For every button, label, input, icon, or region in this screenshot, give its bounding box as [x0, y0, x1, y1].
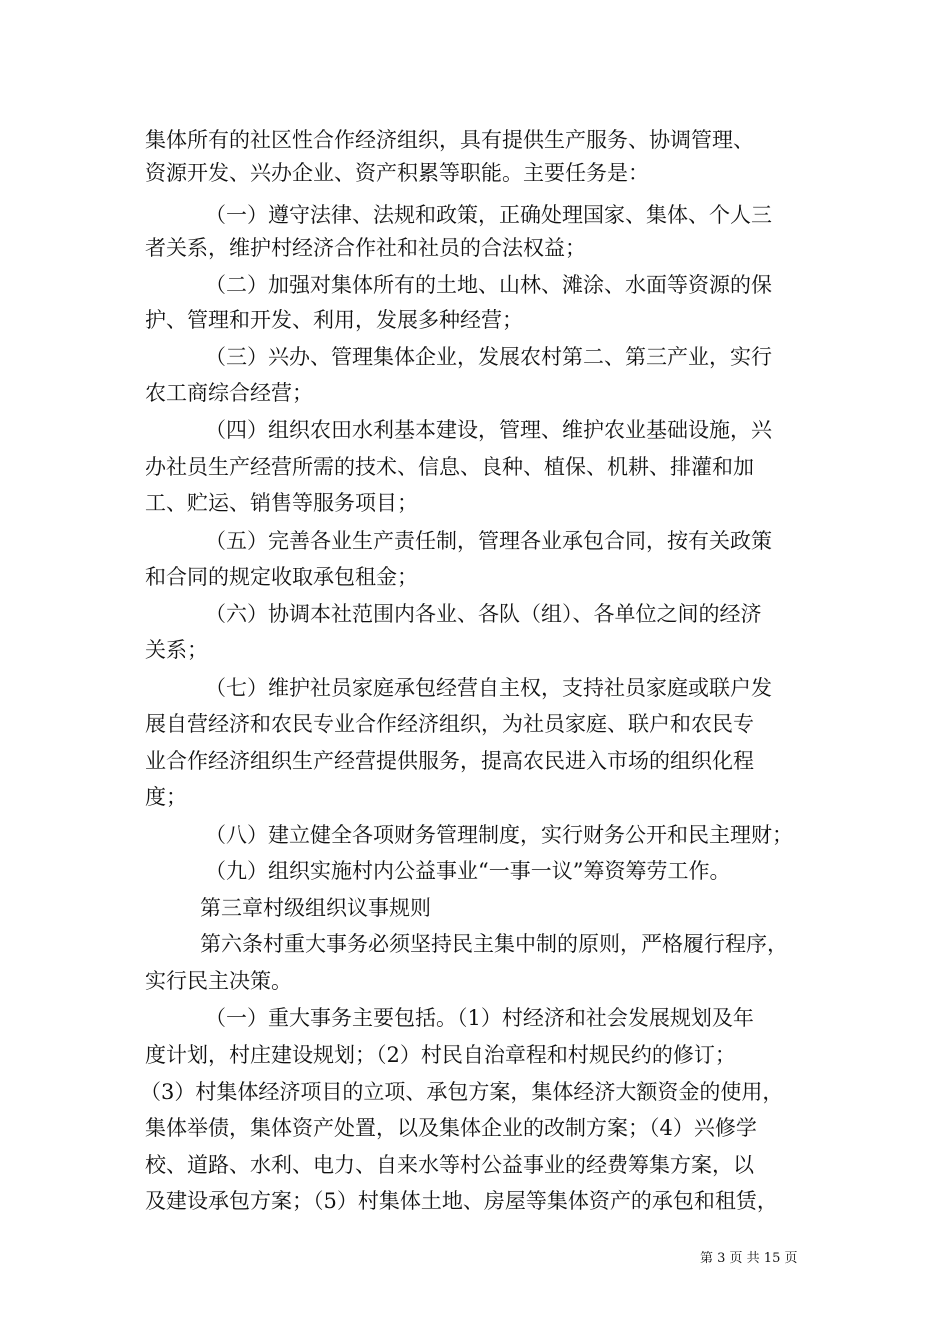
text-line: 度；: [145, 785, 187, 809]
text-line: （九）组织实施村内公益事业“一事一议”筹资筹劳工作。: [205, 859, 731, 883]
text-line: 第六条村重大事务必须坚持民主集中制的原则，严格履行程序，: [200, 932, 788, 956]
text-line: （六）协调本社范围内各业、各队（组）、各单位之间的经济: [205, 602, 762, 626]
text-line: （五）完善各业生产责任制，管理各业承包合同，按有关政策: [205, 529, 772, 553]
section-heading: 第三章村级组织议事规则: [200, 896, 431, 920]
text-line: 度计划，村庄建设规划；（2）村民自治章程和村规民约的修订；: [145, 1043, 736, 1067]
text-line: 集体所有的社区性合作经济组织，具有提供生产服务、协调管理、: [145, 128, 754, 152]
text-line: （二）加强对集体所有的土地、山林、滩涂、水面等资源的保: [205, 273, 772, 297]
text-line: 及建设承包方案；（5）村集体土地、房屋等集体资产的承包和租赁，: [145, 1189, 778, 1213]
text-line: 实行民主决策。: [145, 969, 292, 993]
text-line: 集体举债，集体资产处置，以及集体企业的改制方案；（4）兴修学: [145, 1116, 757, 1140]
text-line: 展自营经济和农民专业合作经济组织，为社员家庭、联户和农民专: [145, 712, 754, 736]
text-line: （七）维护社员家庭承包经营自主权，支持社员家庭或联户发: [205, 676, 772, 700]
text-line: 农工商综合经营；: [145, 381, 313, 405]
page-number: 第 3 页 共 15 页: [700, 1251, 798, 1266]
text-line: （一）重大事务主要包括。（1）村经济和社会发展规划及年: [205, 1006, 754, 1030]
text-line: 护、管理和开发、利用，发展多种经营；: [145, 308, 523, 332]
text-line: （三）兴办、管理集体企业，发展农村第二、第三产业，实行: [205, 345, 772, 369]
text-line: 和合同的规定收取承包租金；: [145, 565, 418, 589]
text-line: （八）建立健全各项财务管理制度，实行财务公开和民主理财；: [205, 823, 793, 847]
text-line: 办社员生产经营所需的技术、信息、良种、植保、机耕、排灌和加: [145, 455, 754, 479]
text-line: （3）村集体经济项目的立项、承包方案，集体经济大额资金的使用，: [140, 1080, 784, 1104]
text-line: （四）组织农田水利基本建设，管理、维护农业基础设施，兴: [205, 418, 772, 442]
text-line: 业合作经济组织生产经营提供服务，提高农民进入市场的组织化程: [145, 749, 754, 773]
text-line: 校、道路、水利、电力、自来水等村公益事业的经费筹集方案，以: [145, 1153, 754, 1177]
text-line: （一）遵守法律、法规和政策，正确处理国家、集体、个人三: [205, 203, 772, 227]
text-line: 工、贮运、销售等服务项目；: [145, 491, 418, 515]
text-line: 资源开发、兴办企业、资产积累等职能。主要任务是：: [145, 161, 649, 185]
text-line: 关系；: [145, 638, 208, 662]
text-line: 者关系，维护村经济合作社和社员的合法权益；: [145, 236, 586, 260]
